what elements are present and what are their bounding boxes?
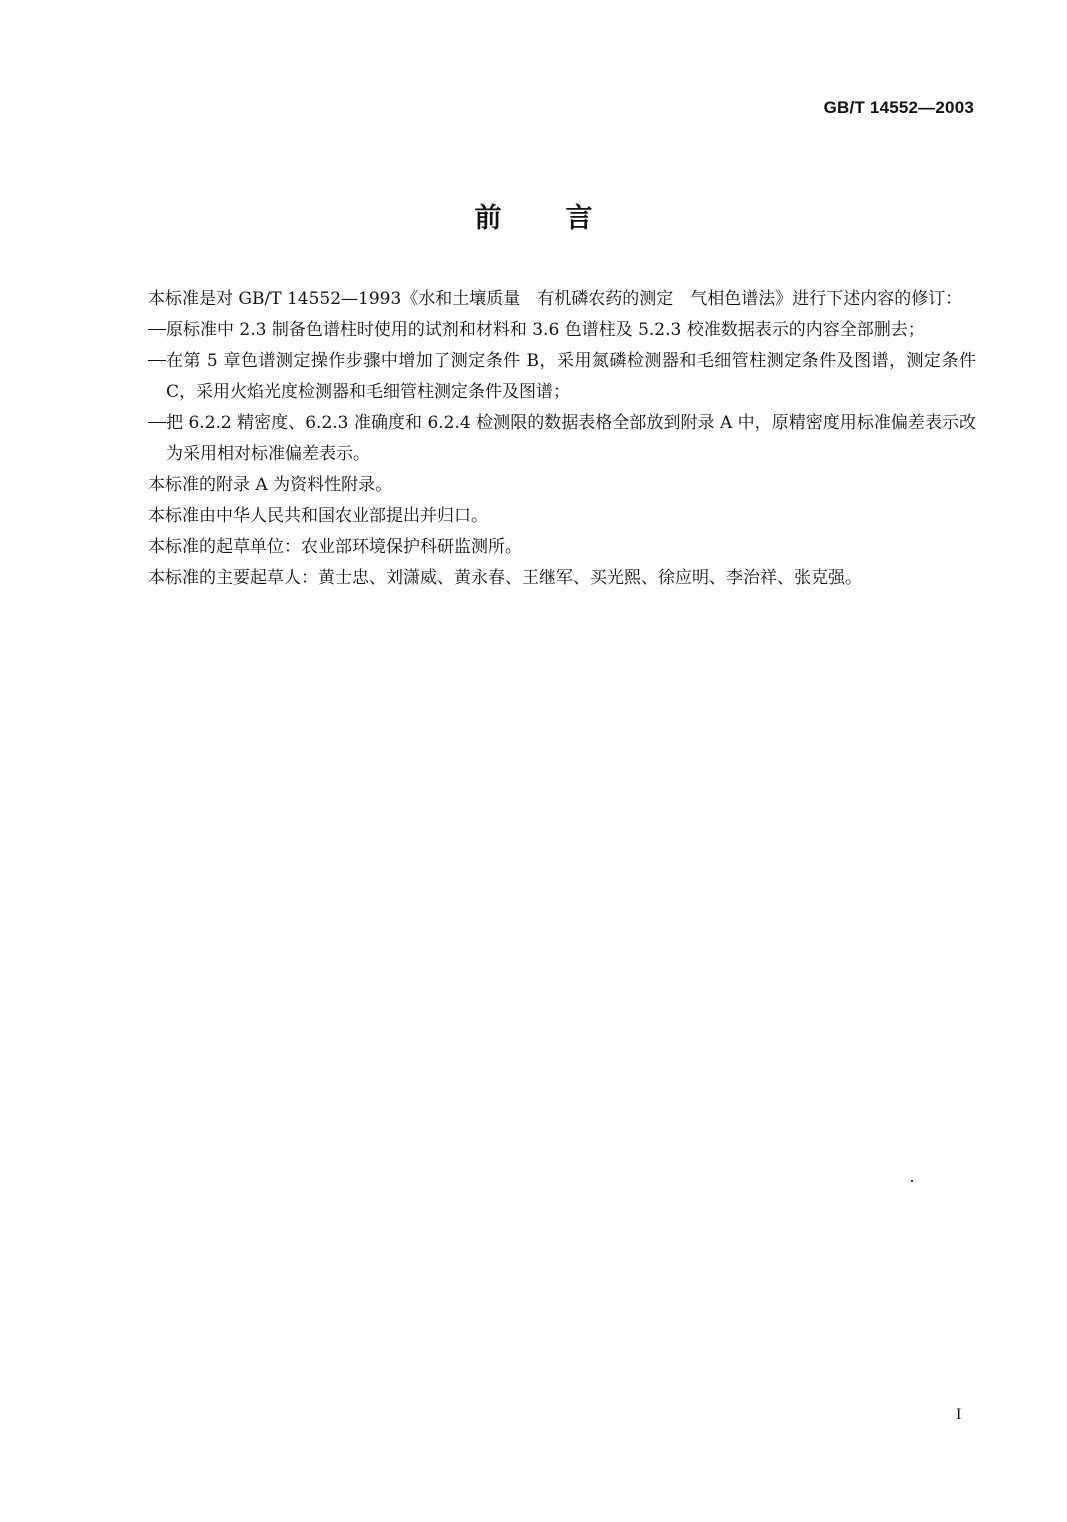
page-number: I [956,1406,962,1423]
revision-item [112,315,976,346]
foreword-body [112,284,976,594]
drafting-unit-statement: 本标准的起草单位：农业部环境保护科研监测所。 [148,537,522,557]
scan-speck [911,1180,913,1182]
drafters-statement: 本标准的主要起草人：黄士忠、刘潇威、黄永春、王继军、买光熙、徐应明、李治祥、张克强。 [148,568,862,588]
title-char-left: 前 [474,203,502,234]
standard-code: GB/T 14552—2003 [823,98,974,117]
appendix-statement: 本标准的附录 A 为资料性附录。 [148,475,393,495]
dash-marker [148,346,166,377]
dash-marker [148,408,166,439]
revision-item [112,346,976,408]
dash-marker [148,315,166,346]
proposer-statement: 本标准由中华人民共和国农业部提出并归口。 [148,506,488,526]
revision-text: 原标准中 2.3 制备色谱柱时使用的试剂和材料和 3.6 色谱柱及 5.2.3 校准数据表示的内容全部删去； [166,320,925,340]
intro-paragraph: 本标准是对 GB/T 14552—1993《水和土壤质量 有机磷农药的测定 气相色谱法》进行下述内容的修订： [148,289,963,309]
revision-text: 把 6.2.2 精密度、6.2.3 准确度和 6.2.4 检测限的数据表格全部放到附录 A 中，原精密度用标准偏差表示改为采用相对标准偏差表示。 [166,413,976,464]
revision-text: 在第 5 章色谱测定操作步骤中增加了测定条件 B，采用氮磷检测器和毛细管柱测定条件及图谱，测定条件 C，采用火焰光度检测器和毛细管柱测定条件及图谱； [166,351,976,402]
page-title [0,196,1067,235]
title-char-right: 言 [565,203,593,234]
revision-item [112,408,976,470]
